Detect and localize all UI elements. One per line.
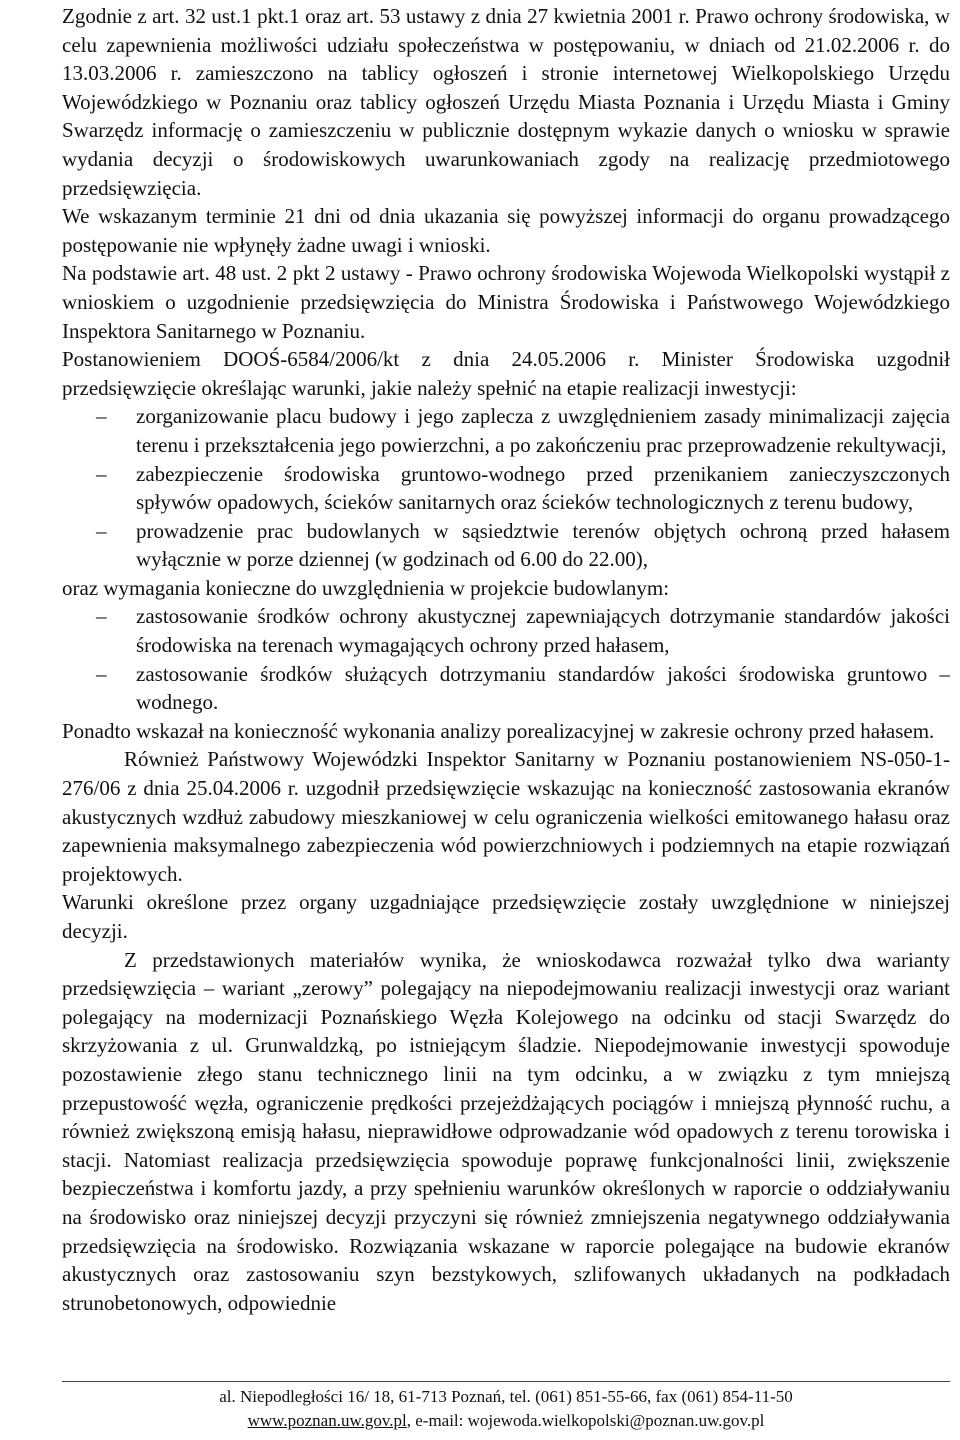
footer-links [62, 1409, 950, 1433]
list-item-text: zastosowanie środków ochrony akustycznej zapewniających dotrzymanie standardów jakości środowiska na terenach wymagających ochrony przed hałasem, [136, 604, 950, 658]
footer-contact [62, 1385, 950, 1433]
footer-divider [62, 1381, 950, 1382]
paragraph-design-requirements: oraz wymagania konieczne do uwzględnienia w projekcie budowlanym: [62, 575, 670, 600]
conditions-list-design [62, 602, 950, 716]
list-item [62, 517, 950, 574]
list-item [62, 660, 950, 717]
list-item [62, 602, 950, 659]
list-item-text: zabezpieczenie środowiska gruntowo-wodnego przed przenikaniem zanieczyszczonych spływów opadowych, ścieków sanitarnych oraz ścieków technologicznych z terenu budowy, [136, 461, 950, 515]
list-item [62, 402, 950, 459]
list-dash: – [96, 404, 107, 429]
document-page [62, 0, 950, 1440]
list-dash: – [96, 604, 107, 629]
list-dash: – [96, 661, 107, 686]
list-dash: – [96, 518, 107, 543]
paragraph-public-notice: Zgodnie z art. 32 ust.1 pkt.1 oraz art. 53 ustawy z dnia 27 kwietnia 2001 r. Prawo ochrony środowiska, w celu zapewnienia możliwości udziału społeczeństwa w postępowaniu, w dniach od 21.02.2006 r. do 13.03.2006 r. zamieszczono na tablicy ogłoszeń i stronie internetowej Wielkopolskiego Urzędu Wojewódzkiego w Poznaniu oraz tablicy ogłoszeń Urzędu Miasta Poznania i Urzędu Miasta i Gminy Swarzędz informację o zamieszczeniu w publicznie dostępnym wykazie danych o wniosku w sprawie wydania decyzji o środowiskowych uwarunkowaniach zgody na realizację przedmiotowego przedsięwzięcia. [62, 4, 950, 200]
list-item [62, 460, 950, 517]
paragraph-no-comments: We wskazanym terminie 21 dni od dnia ukazania się powyższej informacji do organu prowadzącego postępowanie nie wpłynęły żadne uwagi i wnioski. [62, 204, 950, 257]
website-link[interactable]: www.poznan.uw.gov.pl [247, 1411, 407, 1430]
list-item-text: zastosowanie środków służących dotrzymaniu standardów jakości środowiska gruntowo – wodnego. [136, 661, 950, 715]
paragraph-sanitary-inspector: Również Państwowy Wojewódzki Inspektor Sanitarny w Poznaniu postanowieniem NS-050-1-276/06 z dnia 25.04.2006 r. uzgodnił przedsięwzięcie wskazując na konieczność zastosowania ekranów akustycznych wzdłuż zabudowy mieszkaniowej w celu ograniczenia wielkości emitowanego hałasu oraz zapewnienia maksymalnego zabezpieczenia wód powierzchniowych i podziemnych na etapie rozwiązań projektowych. [62, 747, 950, 886]
footer-email: , e-mail: wojewoda.wielkopolski@poznan.uw.gov.pl [406, 1411, 765, 1430]
paragraph-variants-analysis: Z przedstawionych materiałów wynika, że wnioskodawca rozważał tylko dwa warianty przedsięwzięcia – wariant „zerowy” polegający na niepodejmowaniu realizacji inwestycji oraz wariant polegający na modernizacji Poznańskiego Węzła Kolejowego na odcinku od stacji Swarzędz do skrzyżowania z ul. Grunwaldzką, po istniejącym śladzie. Niepodejmowanie inwestycji spowoduje pozostawienie złego stanu technicznego linii na tym odcinku, a w związku z tym mniejszą przepustowość węzła, ograniczenie prędkości przejeżdżających pociągów i mniejszą płynność ruchu, a również zwiększoną emisją hałasu, nieprawidłowe odprowadzanie wód opadowych z terenu torowiska i stacji. Natomiast realizacja przedsięwzięcia spowoduje poprawę funkcjonalności linii, zwiększenie bezpieczeństwa i komfortu jazdy, a przy spełnieniu warunków określonych w raporcie o oddziaływaniu na środowisko oraz niniejszej decyzji przyczyni się również zmniejszenia negatywnego oddziaływania przedsięwzięcia na środowisko. Rozwiązania wskazane w raporcie polegające na budowie ekranów akustycznych oraz zastosowaniu szyn bezstykowych, szlifowanych układanych na podkładach strunobetonowych, odpowiednie [62, 947, 950, 1315]
footer-address: al. Niepodległości 16/ 18, 61-713 Poznań, tel. (061) 851-55-66, fax (061) 854-11-50 [219, 1387, 793, 1406]
conditions-list-realization [62, 402, 950, 574]
list-item-text: zorganizowanie placu budowy i jego zaplecza z uwzględnieniem zasady minimalizacji zajęcia terenu i przekształcenia jego powierzchni, a po zakończeniu prac przeprowadzenie rekultywacji, [136, 404, 950, 457]
paragraph-post-analysis: Ponadto wskazał na konieczność wykonania analizy porealizacyjnej w zakresie ochrony przed hałasem. [62, 718, 935, 743]
list-item-text: prowadzenie prac budowlanych w sąsiedztwie terenów objętych ochroną przed hałasem wyłącznie w porze dziennej (w godzinach od 6.00 do 22.00), [136, 518, 950, 572]
list-dash: – [96, 461, 107, 486]
paragraph-minister-decision: Postanowieniem DOOŚ-6584/2006/kt z dnia 24.05.2006 r. Minister Środowiska uzgodnił przedsięwzięcie określając warunki, jakie należy spełnić na etapie realizacji inwestycji: [62, 347, 950, 400]
paragraph-conditions-included: Warunki określone przez organy uzgadniające przedsięwzięcie zostały uwzględnione w niniejszej decyzji. [62, 890, 950, 943]
paragraph-legal-basis: Na podstawie art. 48 ust. 2 pkt 2 ustawy - Prawo ochrony środowiska Wojewoda Wielkopolski wystąpił z wnioskiem o uzgodnienie przedsięwzięcia do Ministra Środowiska i Państwowego Wojewódzkiego Inspektora Sanitarnego w Poznaniu. [62, 261, 950, 343]
